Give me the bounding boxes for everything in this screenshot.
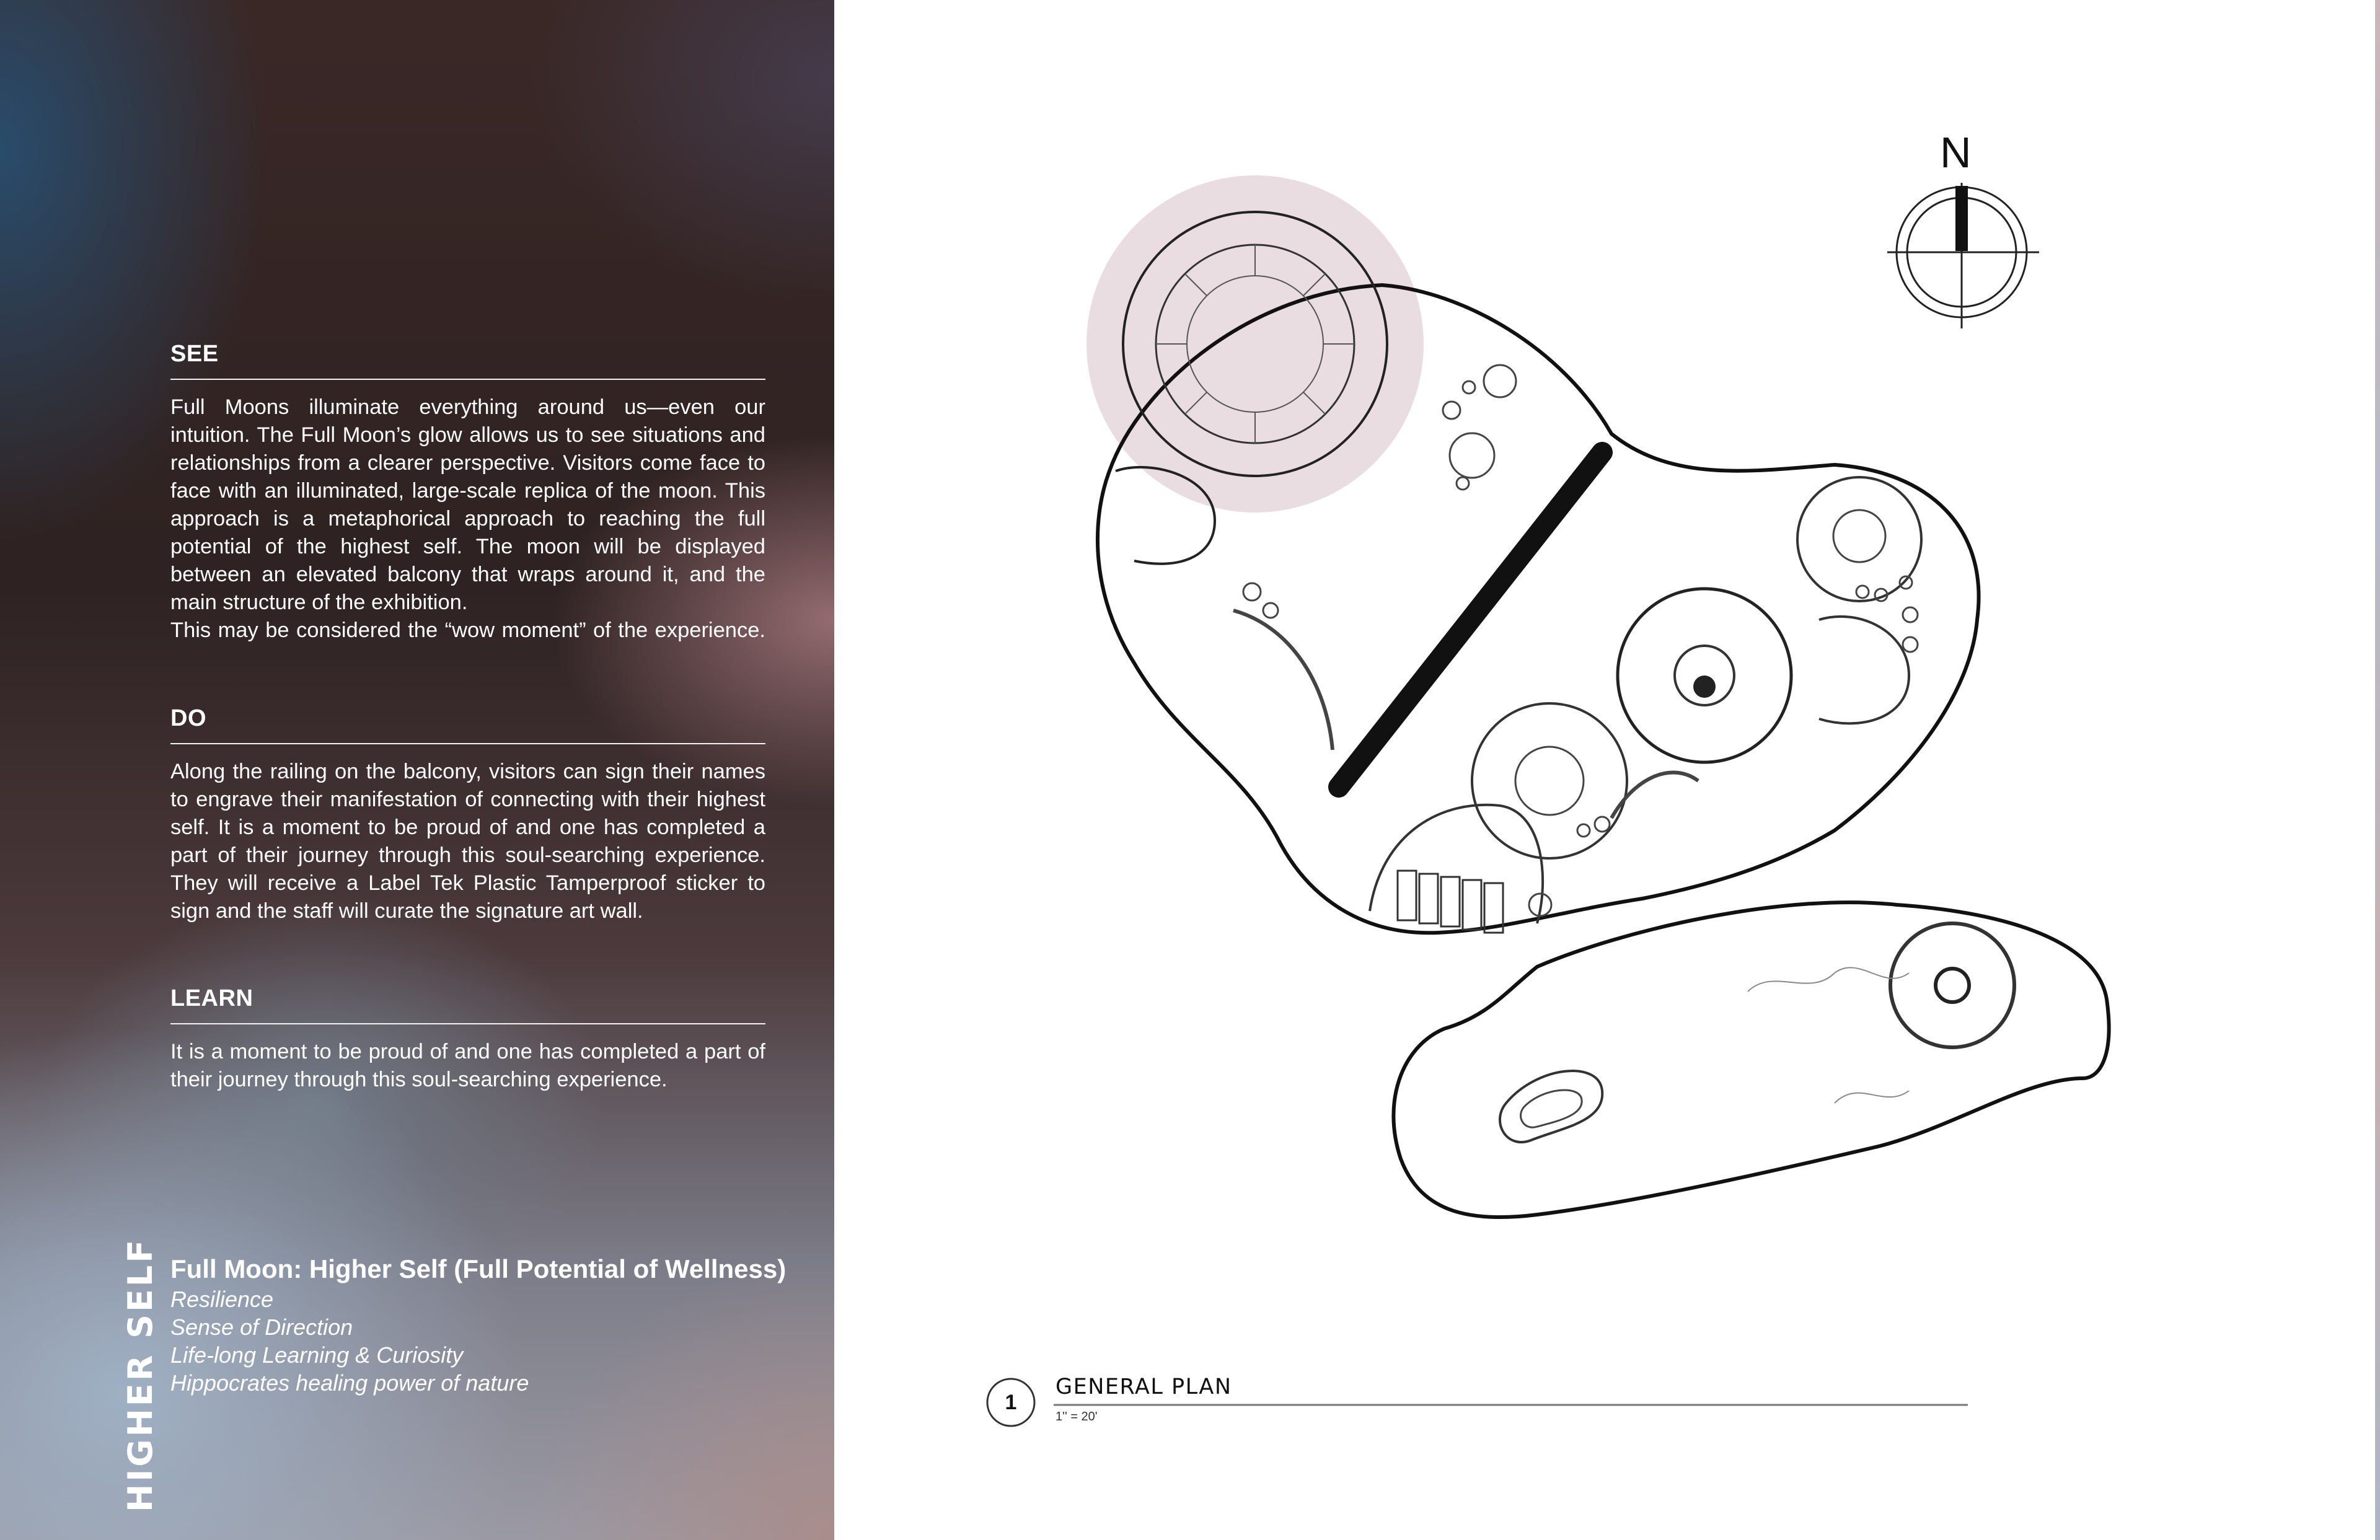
right-lower-room bbox=[1819, 617, 1909, 723]
plan-scale: 1'' = 20' bbox=[1056, 1410, 1098, 1423]
lower-wing-column bbox=[1936, 969, 1969, 1002]
north-label: N bbox=[1940, 128, 1972, 177]
section-learn bbox=[170, 985, 765, 1094]
lower-left-room bbox=[1370, 805, 1543, 923]
section-divider bbox=[170, 743, 765, 744]
section-learn-paragraph: It is a moment to be proud of and one has completed a part of their journey through this soul-searching experience. bbox=[170, 1040, 765, 1091]
lower-wing-pool-inner bbox=[1521, 1090, 1582, 1127]
summary-item: Hippocrates healing power of nature bbox=[170, 1370, 529, 1396]
curved-partition bbox=[1233, 610, 1333, 750]
right-upper-pool bbox=[1833, 510, 1885, 562]
section-do-body bbox=[170, 758, 765, 925]
central-wall bbox=[1339, 452, 1602, 787]
right-upper-room bbox=[1797, 477, 1921, 601]
section-see bbox=[170, 341, 765, 645]
summary-item: Sense of Direction bbox=[170, 1314, 353, 1340]
summary-item: Life-long Learning & Curiosity bbox=[170, 1342, 464, 1368]
summary bbox=[170, 1253, 786, 1397]
moon-glow bbox=[1086, 175, 1424, 513]
section-learn-body bbox=[170, 1038, 765, 1094]
section-learn-title: LEARN bbox=[170, 985, 253, 1011]
section-see-paragraph: Full Moons illuminate everything around us—even our intuition. The Full Moon’s glow allows us to see situations and relationships from a clearer perspective. Visitors come face to face with an illuminated, large-scale replica of the moon. This approach is a metaphorical approach to reaching the full potential of the highest self. The moon will be displayed between an elevated balcony that wraps around it, and the main structure of the exhibition. bbox=[170, 395, 765, 614]
section-see-paragraph: This may be considered the “wow moment” of the experience. bbox=[170, 618, 765, 642]
locker-row bbox=[1398, 871, 1503, 933]
north-arrow-icon bbox=[1887, 183, 2039, 328]
plan-number: 1 bbox=[1005, 1391, 1017, 1414]
section-do-paragraph: Along the railing on the balcony, visitors can sign their names to engrave their manifestation of connecting with their highest self. It is a moment to be proud of and one has completed a part of their journey through this soul-searching experience. They will receive a Label Tek Plastic Tamperproof sticker to sign and the staff will curate the signature art wall. bbox=[170, 760, 765, 923]
summary-item: Resilience bbox=[170, 1287, 274, 1312]
section-do bbox=[170, 705, 765, 925]
section-see-title: SEE bbox=[170, 341, 219, 367]
lower-wing-pool bbox=[1500, 1071, 1602, 1142]
vertical-title: HIGHER SELF bbox=[121, 1237, 160, 1512]
section-see-body bbox=[170, 394, 765, 645]
section-divider bbox=[170, 379, 765, 380]
garden-contour bbox=[1835, 1091, 1909, 1103]
general-plan-drawing bbox=[834, 0, 2380, 1540]
section-divider bbox=[170, 1023, 765, 1024]
section-do-title: DO bbox=[170, 705, 206, 731]
lower-center-table bbox=[1515, 747, 1584, 815]
summary-title: Full Moon: Higher Self (Full Potential of Wellness) bbox=[170, 1254, 787, 1283]
info-panel bbox=[0, 0, 834, 1540]
lower-wing-round-room bbox=[1890, 923, 2014, 1047]
garden-contour bbox=[1748, 967, 1909, 992]
lower-center-room bbox=[1472, 703, 1627, 858]
plan-title: GENERAL PLAN bbox=[1056, 1375, 1232, 1399]
central-plant bbox=[1693, 675, 1716, 698]
